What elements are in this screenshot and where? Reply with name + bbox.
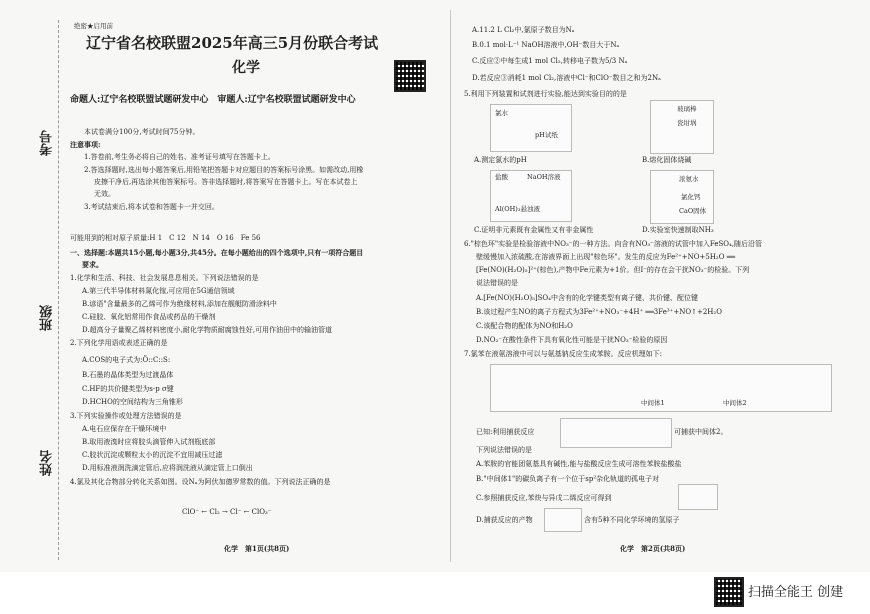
q7-known: 已知:利用捕获反应 [476, 428, 535, 436]
q6-option-b: B.该过程产生NO的离子方程式为3Fe²⁺+NO₃⁻+4H⁺ ══3Fe³⁺+NO↑+2H₂O [476, 308, 722, 316]
section-1-line-1: 一、选择题:本题共15小题,每小题3分,共45分。在每小题给出的四个选项中,只有一项符合题目 [70, 248, 364, 257]
note-2a: 2.答选择题时,选出每小题答案后,用铅笔把答题卡对应题目的答案标号涂黑。如需改动,用橡 [84, 166, 364, 174]
q7-option-d: D.捕获反应的产物 [476, 516, 533, 524]
score-info: 本试卷满分100分,考试时间75分钟。 [84, 128, 200, 136]
q5-option-a: A.测定氯水的pH [474, 156, 527, 164]
note-2b: 皮擦干净后,再选涂其他答案标号。答非选择题时,将答案写在答题卡上。写在本试卷上 [94, 178, 358, 186]
class-label: 班级 [40, 305, 55, 331]
q5-option-c: C.证明非元素既有金属性又有非金属性 [474, 226, 594, 234]
q7-stem: 7.氯苯在液氨溶液中可以与氨基钠反应生成苯胺。反应机理如下: [464, 350, 663, 358]
qr-code-icon [394, 60, 426, 92]
scanner-brand: 扫描全能王 创建 [748, 585, 844, 600]
q1-option-a: A.第三代半导体材料氮化镓,可应用在5G通信领域 [82, 287, 235, 295]
figure-7c [678, 484, 718, 510]
q7-option-c: C.参照捕获反应,苯炔与异戊二烯反应可得到 [476, 494, 612, 502]
q4-stem: 4.氯及其化合物部分转化关系如图。设Nₐ为阿伏加德罗常数的值。下列说法正确的是 [70, 478, 331, 486]
subject-title: 化学 [232, 60, 260, 76]
q2-option-a: A.COS的电子式为:Ö::C::S: [82, 356, 171, 364]
q7-option-a: A.苯胺的官能团氨基具有碱性,能与盐酸反应生成可溶性苯胺盐酸盐 [476, 460, 682, 468]
figure-7d [544, 508, 582, 532]
note-3: 3.考试结束后,将本试卷和答题卡一并交回。 [84, 203, 219, 211]
q2-option-b: B.石墨的晶体类型为过渡晶体 [82, 371, 174, 379]
q2-option-c: C.HF的共价键类型为s-p σ键 [82, 385, 174, 393]
q2-stem: 2.下列化学用语或表述正确的是 [70, 339, 168, 347]
bottom-bar [0, 572, 870, 614]
page-1 [64, 0, 444, 572]
q7-known-2: 可捕获中间体2。 [674, 428, 728, 436]
figure-7-mechanism [490, 364, 832, 412]
page-2 [460, 0, 860, 572]
figure-5c [490, 170, 572, 222]
q3-option-d: D.用标准液润洗滴定管后,应将润洗液从滴定管上口倒出 [82, 464, 253, 472]
fig-a-label-2: pH试纸 [535, 131, 558, 139]
intermediate-2-label: 中间体2 [723, 399, 747, 407]
q6-line-1: 6."棕色环"实验是检验溶液中NO₃⁻的一种方法。向含有NO₃⁻溶液的试管中加入FeSO₄,随后沿管 [464, 240, 763, 248]
q3-option-a: A.电石应保存在干燥环境中 [82, 425, 167, 433]
authors: 命题人:辽宁名校联盟试题研发中心 审题人:辽宁名校联盟试题研发中心 [70, 95, 356, 105]
note-1: 1.答卷前,考生务必将自己的姓名、准考证号填写在答题卡上。 [84, 153, 275, 161]
q4-option-b: B.0.1 mol·L⁻¹ NaOH溶液中,OH⁻数目大于Nₐ [472, 41, 620, 49]
intermediate-1-label: 中间体1 [641, 399, 665, 407]
q5-option-b: B.熔化固体烧碱 [642, 156, 692, 164]
figure-5a [490, 104, 572, 152]
page-divider [450, 10, 451, 562]
q6-option-c: C.该配合物的配体为NO和H₂O [476, 322, 573, 330]
fig-b-label-2: 瓷坩埚 [677, 119, 697, 127]
fig-c-label-3: Al(OH)₃悬浊液 [495, 205, 540, 213]
q1-stem: 1.化学和生活、科技、社会发展息息相关。下列说法错误的是 [70, 274, 259, 282]
q7-option-d-2: 含有5种不同化学环境的氢原子 [584, 516, 680, 524]
q5-stem: 5.利用下列装置和试剂进行实验,能达到实验目的的是 [464, 90, 627, 98]
fig-d-label-3: CaO固体 [679, 207, 707, 215]
figure-7-capture [560, 418, 672, 448]
atomic-masses: 可能用到的相对原子质量:H 1 C 12 N 14 O 16 Fe 56 [70, 234, 261, 242]
note-2c: 无效。 [94, 190, 115, 198]
fig-a-label-1: 氯水 [495, 109, 508, 117]
section-1-line-2: 要求。 [82, 260, 103, 269]
fig-d-label-2: 氯化钙 [681, 193, 701, 201]
exam-number-label: 考号 [40, 130, 55, 156]
q6-line-2: 壁缓慢加入浓硫酸,在溶液界面上出现"棕色环"。发生的反应为Fe²⁺+NO+5H₂O ══ [476, 253, 736, 261]
q6-option-a: A.[Fe(NO)(H₂O)₅]SO₄中含有的化学键类型有离子键、共价键、配位键 [476, 294, 698, 302]
q5-option-d: D.实验室快速制取NH₃ [642, 226, 714, 234]
scanner-qr-icon [714, 577, 744, 607]
binding-gutter [0, 0, 62, 572]
q4-scheme: ClO⁻ ← Cl₂ → Cl⁻ ← ClO₃⁻ [182, 508, 272, 516]
q1-option-b: B.谚语"含量最多的乙烯可作为绝缘材料,添加在舰艇防滑涂料中 [82, 300, 277, 308]
q3-option-c: C.胶状沉淀或颗粒太小的沉淀不宜用减压过滤 [82, 451, 223, 459]
fig-b-label-1: 玻璃棒 [677, 105, 697, 113]
q6-line-4: 说法错误的是 [476, 279, 518, 287]
figure-5d [650, 170, 714, 224]
page-1-footer: 化学 第1页(共8页) [224, 544, 290, 553]
fig-d-label-1: 浓氨水 [679, 175, 699, 183]
secret-mark: 绝密★启用前 [74, 22, 113, 30]
q4-option-c: C.反应②中每生成1 mol Cl₂,转移电子数为5/3 Nₐ [472, 57, 628, 65]
figure-5b [650, 100, 714, 154]
page-2-footer: 化学 第2页(共8页) [620, 544, 686, 553]
q6-line-3: [Fe(NO)(H₂O)₅]²⁺(棕色),产物中Fe元素为+1价。但I⁻的存在会干扰NO₃⁻的检验。下列 [476, 266, 750, 274]
fig-c-label-1: 盐酸 [495, 173, 508, 181]
binding-line [58, 20, 59, 560]
q1-option-d: D.超高分子量聚乙烯材料密度小,耐化学物质耐腐蚀性好,可用作油田中的输油管道 [82, 326, 333, 334]
q1-option-c: C.硅胶、氧化铝常用作食品或药品的干燥剂 [82, 313, 216, 321]
q2-option-d: D.HCHO的空间结构为三角锥形 [82, 398, 183, 406]
q7-sub: 下列说法错误的是 [476, 446, 532, 454]
q4-option-d: D.若反应③消耗1 mol Cl₂,溶液中Cl⁻和ClO⁻数目之和为2Nₐ [472, 74, 661, 82]
notes-title: 注意事项: [70, 140, 101, 149]
q7-option-b: B."中间体1"的碳负离子有一个位于sp²杂化轨道的孤电子对 [476, 475, 660, 483]
fig-c-label-2: NaOH溶液 [527, 173, 561, 181]
q3-option-b: B.取用液溴时应将胶头滴管伸入试剂瓶底部 [82, 438, 216, 446]
q6-option-d: D.NO₂⁻在酸性条件下具有氧化性可能是干扰NO₃⁻检验的原因 [476, 336, 668, 344]
q4-option-a: A.11.2 L Cl₂中,氯原子数目为Nₐ [472, 26, 575, 34]
exam-title: 辽宁省名校联盟2025年高三5月份联合考试 [86, 34, 379, 52]
name-label: 姓名 [40, 450, 55, 476]
q3-stem: 3.下列实验操作或处理方法错误的是 [70, 412, 182, 420]
